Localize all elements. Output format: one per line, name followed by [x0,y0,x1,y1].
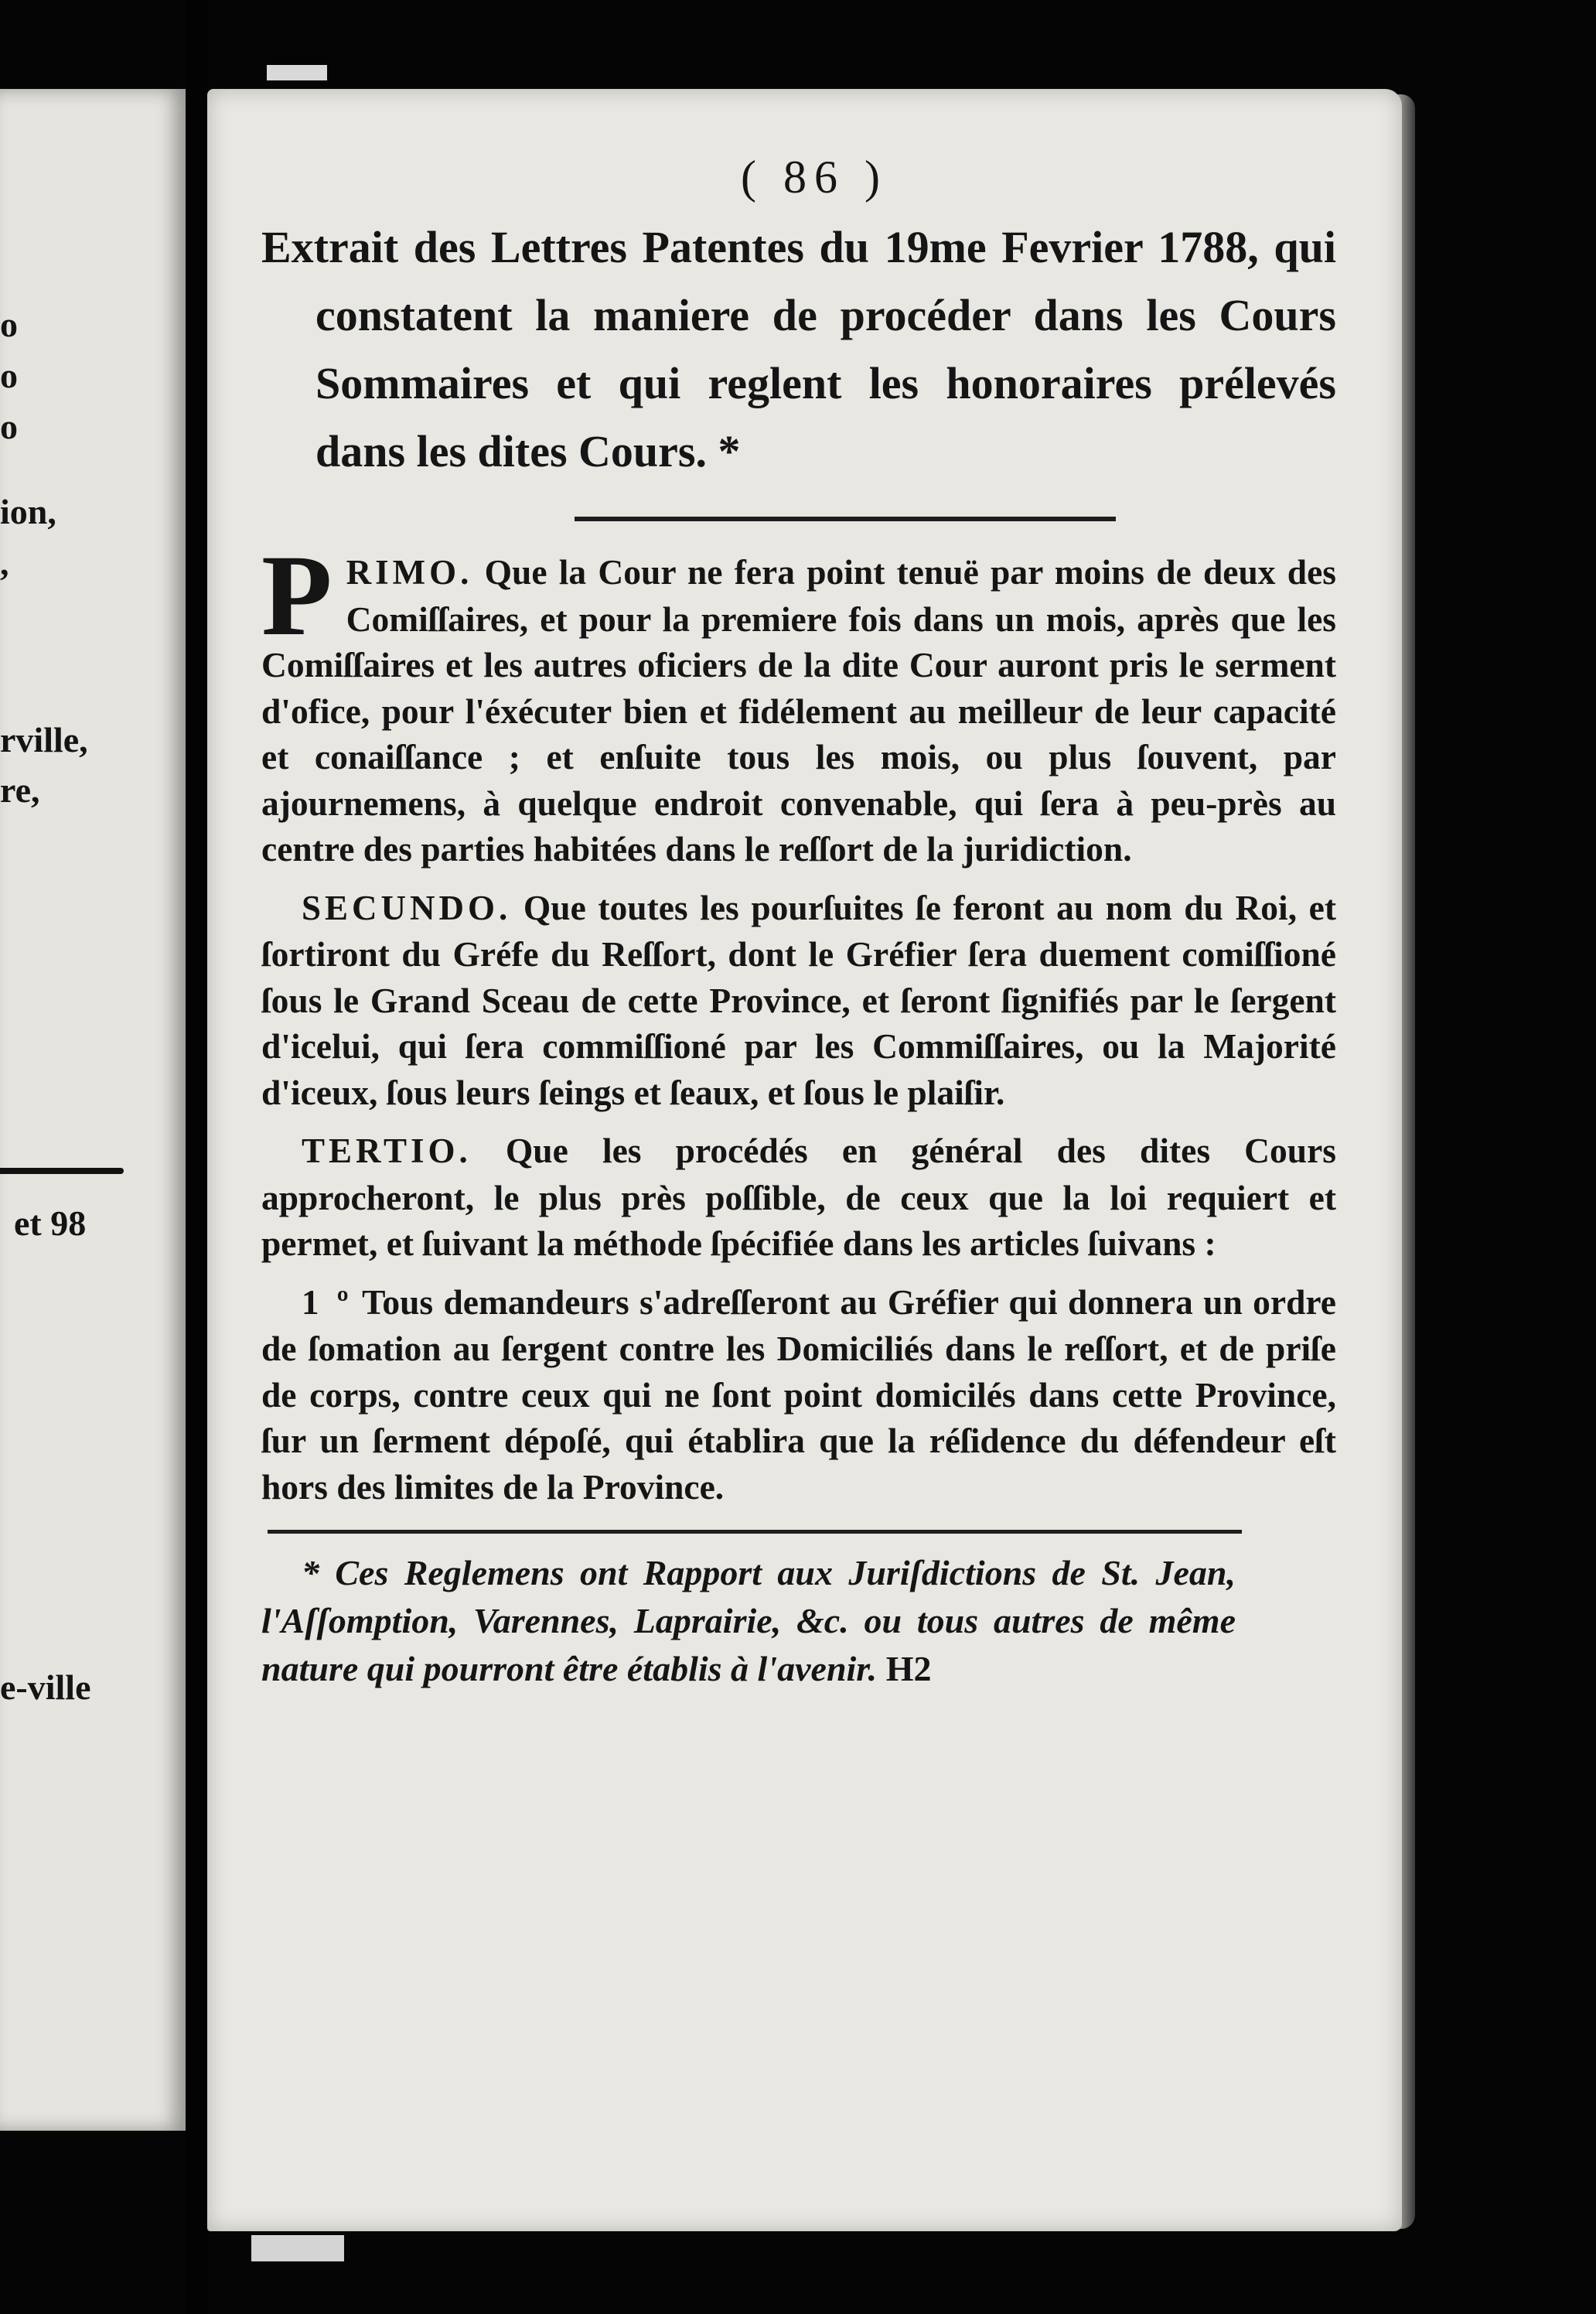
footnote-text: * Ces Reglemens ont Rapport aux Juriſdictions de St. Jean, l'Aſſomption, Varennes, Laprairie, &c. ou tous autres de même nature qui pourront être établis à l'avenir. [261,1553,1236,1688]
paragraph-text: Que la Cour ne fera point tenuë par moins de deux des Comiſſaires, et pour la premiere fois dans un mois, après que les Comiſſaires et les autres oficiers de la dite Cour auront pris le serment d'ofice, pour l'éxécuter bien et fidélement au meilleur de leur capacité et conaiſſance ; et enſuite tous les mois, ou plus ſouvent, par ajournemens, à quelque endroit convenable, qui ſera à peu-près au centre des parties habitées dans le reſſort de la juridiction. [261,552,1336,869]
paragraph-tertio [261,1128,1336,1267]
scan-edge-mark [251,2235,344,2261]
book-gutter [186,0,207,2314]
paragraph-lead: TERTIO. [302,1131,472,1170]
page-title: Extrait des Lettres Patentes du 19me Fevrier 1788, qui constatent la maniere de procéder dans les Cours Sommaires et qui reglent les honoraires prélevés dans les dites Cours. * [261,222,1336,476]
paragraph-secundo [261,885,1336,1116]
left-page-fragment: o [0,305,18,344]
signature-mark: H2 [885,1649,932,1688]
footnote-rule [268,1530,1242,1534]
scan-edge-mark [267,65,327,80]
drop-cap: P [261,531,332,660]
paragraph-text: Que toutes les pourſuites ſe feront au nom du Roi, et ſortiront du Gréfe du Reſſort, dont le Gréfier ſera duement comiſſioné ſous le Grand Sceau de cette Province, et ſeront ſignifiés par le ſergent d'icelui, qui ſera commiſſioné par les Commiſſaires, ou la Majorité d'iceux, ſous leurs ſeings et ſeaux, et ſous le plaiſir. [261,887,1337,1112]
left-page-rule [0,1168,124,1174]
paragraph-article-1 [261,1279,1336,1510]
footnote [261,1549,1236,1693]
paragraph-primo [261,531,1336,872]
left-page-fragment: o [0,407,18,446]
right-page [207,89,1402,2231]
left-page-fragment: rville, [0,720,88,759]
left-page-fragment: re, [0,770,40,810]
page-number: ( 86 ) [741,152,888,203]
left-page-fragment: ion, [0,492,56,531]
paragraph-lead: 1 º [302,1282,353,1322]
title-rule [575,517,1116,521]
left-page-fragment: et 98 [14,1203,87,1243]
page-text [261,151,1336,1693]
paragraph-text: Tous demandeurs s'adreſſeront au Gréfier qui donnera un ordre de ſomation au ſergent contre les Domiciliés dans le reſſort, et de priſe de corps, contre ceux qui ne ſont point domicilés dans cette Province, ſur un ſerment dépoſé, qui établira que la réſidence du défendeur eſt hors des limites de la Province. [261,1282,1336,1507]
left-page-fragment: e-ville [0,1667,91,1707]
paragraph-lead: RIMO. [346,553,473,592]
paragraph-text: Que les procédés en général des dites Cours approcheront, le plus près poſſible, de ceux que la loi requiert et permet, et ſuivant la méthode ſpécifiée dans les articles ſuivans : [261,1131,1336,1263]
left-facing-page [0,89,186,2131]
paragraph-lead: SECUNDO. [302,888,512,927]
left-page-fragment: , [0,543,9,582]
left-page-fragment: o [0,356,18,395]
